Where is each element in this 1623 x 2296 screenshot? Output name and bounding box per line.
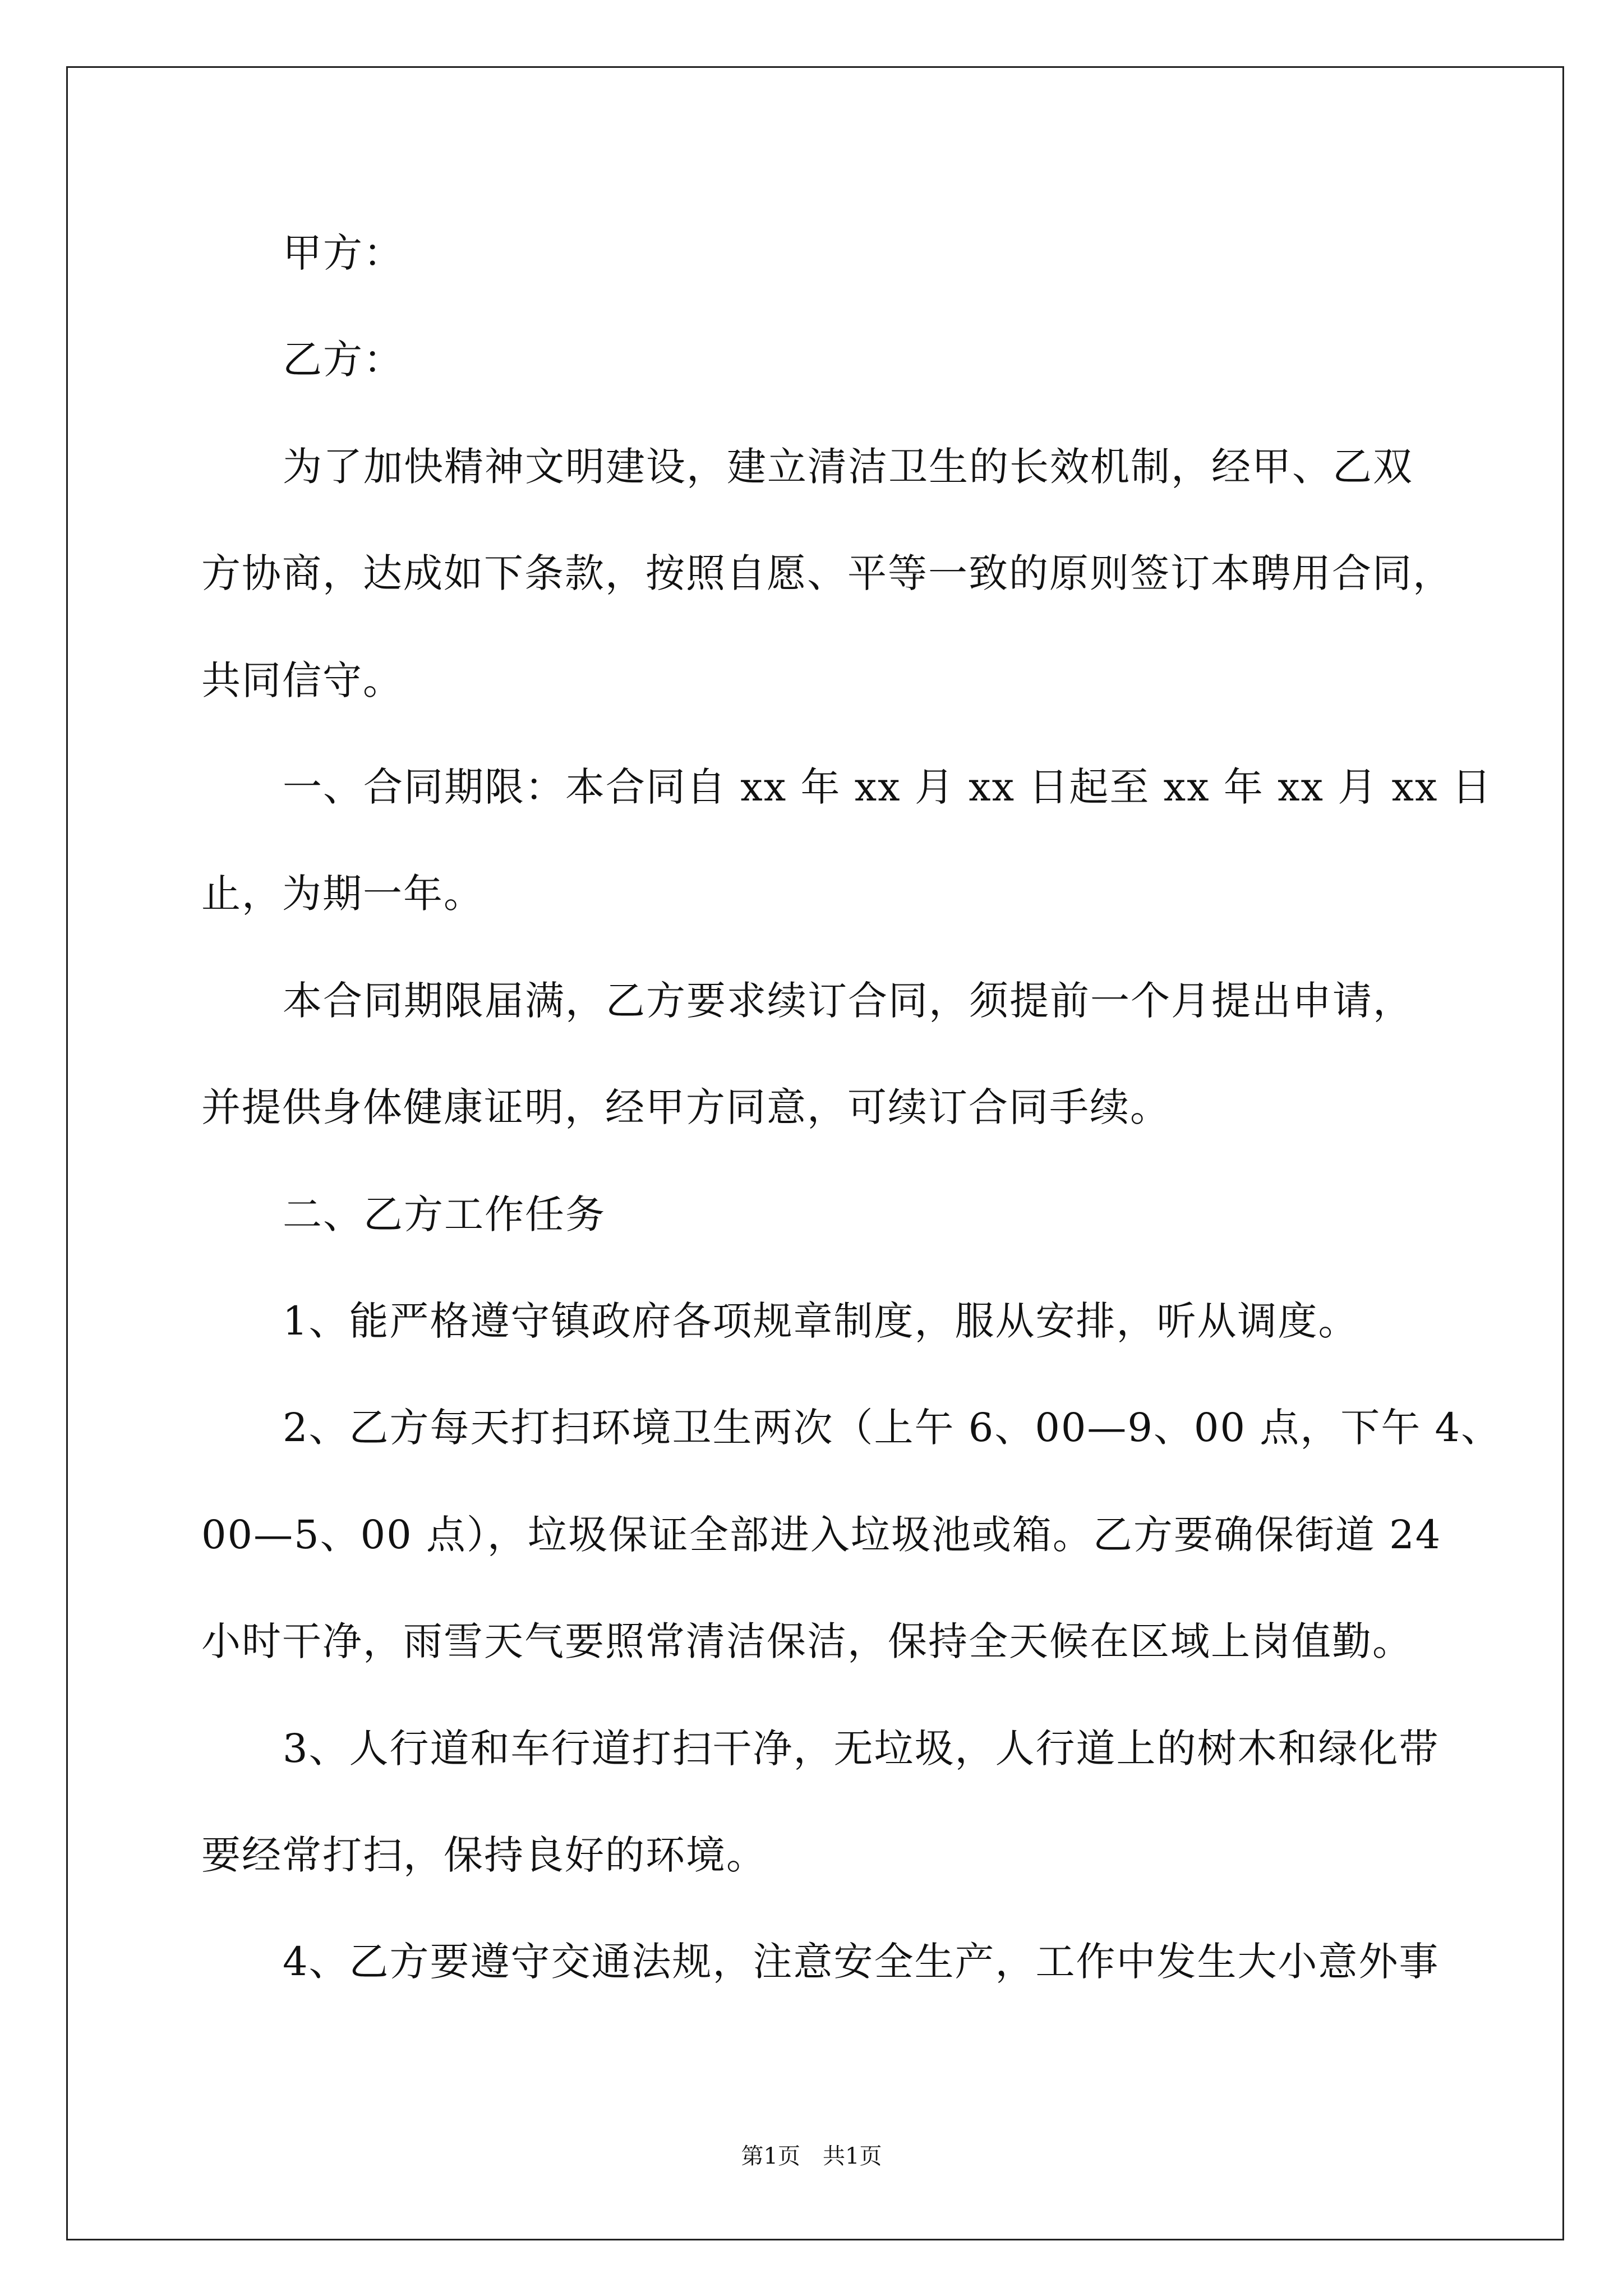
text-line: 本合同期限届满，乙方要求续订合同，须提前一个月提出申请， <box>283 978 1413 1024</box>
list-item: 4、乙方要遵守交通法规，注意安全生产，工作中发生大小意外事 <box>283 1939 1440 1985</box>
section-heading-tasks: 二、乙方工作任务 <box>283 1191 606 1237</box>
text-line: 小时干净，雨雪天气要照常清洁保洁，保持全天候在区域上岗值勤。 <box>201 1618 1413 1664</box>
text-line: 共同信守。 <box>201 657 403 703</box>
page-number-footer: 第1页 共1页 <box>741 2143 882 2169</box>
text-line: 方协商，达成如下条款，按照自愿、平等一致的原则签订本聘用合同， <box>201 550 1453 596</box>
text-line: 止，为期一年。 <box>201 871 484 917</box>
section-heading-term: 一、合同期限：本合同自 xx 年 xx 月 xx 日起至 xx 年 xx 月 xx 日 <box>283 764 1492 810</box>
text-line: 00—5、00 点），垃圾保证全部进入垃圾池或箱。乙方要确保街道 24 <box>201 1512 1442 1558</box>
list-item: 2、乙方每天打扫环境卫生两次（上午 6、00—9、00 点，下午 4、 <box>283 1405 1502 1451</box>
text-line: 要经常打扫，保持良好的环境。 <box>201 1832 767 1878</box>
page-border <box>66 66 1564 2240</box>
list-item: 3、人行道和车行道打扫干净，无垃圾，人行道上的树木和绿化带 <box>283 1726 1440 1772</box>
party-a-label: 甲方： <box>283 230 404 276</box>
text-line: 为了加快精神文明建设，建立清洁卫生的长效机制，经甲、乙双 <box>283 444 1413 490</box>
list-item: 1、能严格遵守镇政府各项规章制度，服从安排，听从调度。 <box>283 1298 1359 1344</box>
party-b-label: 乙方： <box>283 337 404 383</box>
text-line: 并提供身体健康证明，经甲方同意，可续订合同手续。 <box>201 1084 1170 1130</box>
